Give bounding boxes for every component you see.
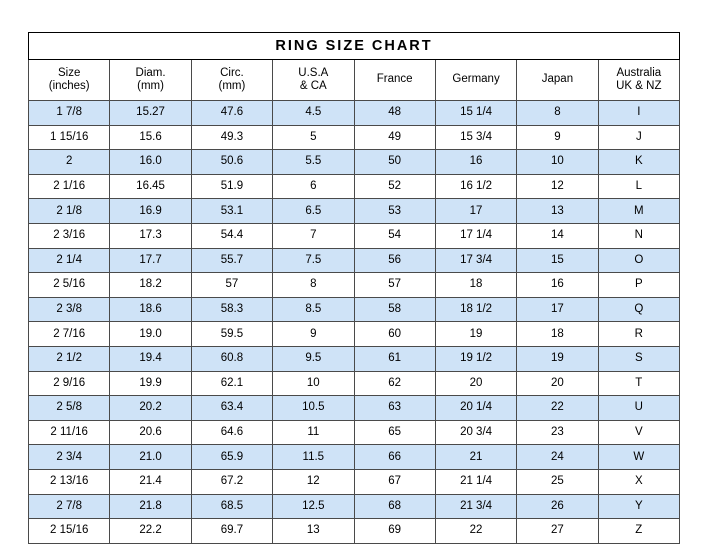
table-cell: Z — [598, 519, 679, 544]
table-cell: 2 3/16 — [29, 223, 110, 248]
table-cell: 2 7/8 — [29, 494, 110, 519]
table-cell: 6 — [273, 174, 354, 199]
table-cell: 18.2 — [110, 273, 191, 298]
table-cell: 1 7/8 — [29, 101, 110, 126]
table-cell: 8 — [273, 273, 354, 298]
column-header-line1: U.S.A — [298, 66, 329, 79]
table-cell: 63 — [354, 396, 435, 421]
table-cell: 21.8 — [110, 494, 191, 519]
table-cell: 50 — [354, 150, 435, 175]
table-row — [29, 396, 680, 421]
table-cell: 17.3 — [110, 223, 191, 248]
table-cell: S — [598, 346, 679, 371]
table-cell: 9 — [517, 125, 598, 150]
table-cell: 5 — [273, 125, 354, 150]
table-cell: 18 1/2 — [435, 297, 516, 322]
table-cell: 21 — [435, 445, 516, 470]
ring-size-chart-table — [28, 32, 680, 544]
table-cell: 63.4 — [191, 396, 272, 421]
table-cell: 55.7 — [191, 248, 272, 273]
table-cell: 12.5 — [273, 494, 354, 519]
table-cell: 18.6 — [110, 297, 191, 322]
table-cell: 54.4 — [191, 223, 272, 248]
table-body — [29, 33, 680, 544]
column-header-line1: France — [376, 73, 413, 86]
table-header-row — [29, 60, 680, 101]
table-cell: 26 — [517, 494, 598, 519]
table-cell: 16.0 — [110, 150, 191, 175]
column-header-0 — [29, 60, 110, 101]
column-header-line2: (mm) — [137, 80, 164, 92]
table-cell: 21 3/4 — [435, 494, 516, 519]
table-cell: 9.5 — [273, 346, 354, 371]
table-cell: 19 — [435, 322, 516, 347]
table-cell: 15 3/4 — [435, 125, 516, 150]
table-cell: N — [598, 223, 679, 248]
table-row — [29, 494, 680, 519]
table-cell: J — [598, 125, 679, 150]
table-cell: 2 9/16 — [29, 371, 110, 396]
table-cell: 21 1/4 — [435, 469, 516, 494]
column-header-2 — [191, 60, 272, 101]
table-cell: 14 — [517, 223, 598, 248]
table-row — [29, 297, 680, 322]
table-cell: 4.5 — [273, 101, 354, 126]
table-cell: O — [598, 248, 679, 273]
table-cell: 18 — [517, 322, 598, 347]
table-cell: 53.1 — [191, 199, 272, 224]
table-cell: P — [598, 273, 679, 298]
column-header-line1: Australia — [616, 66, 662, 79]
table-row — [29, 150, 680, 175]
table-cell: 2 7/16 — [29, 322, 110, 347]
table-row — [29, 469, 680, 494]
column-header-line2: & CA — [299, 80, 327, 92]
table-cell: 27 — [517, 519, 598, 544]
table-cell: 2 1/2 — [29, 346, 110, 371]
table-cell: 2 1/4 — [29, 248, 110, 273]
table-row — [29, 273, 680, 298]
chart-title-row — [29, 33, 680, 60]
table-row — [29, 223, 680, 248]
table-cell: 11 — [273, 420, 354, 445]
table-cell: 20 1/4 — [435, 396, 516, 421]
table-row — [29, 101, 680, 126]
table-cell: 67 — [354, 469, 435, 494]
table-cell: 5.5 — [273, 150, 354, 175]
table-cell: 65 — [354, 420, 435, 445]
table-cell: 62.1 — [191, 371, 272, 396]
table-cell: L — [598, 174, 679, 199]
table-cell: Q — [598, 297, 679, 322]
table-cell: 25 — [517, 469, 598, 494]
table-cell: 12 — [517, 174, 598, 199]
table-cell: 10 — [273, 371, 354, 396]
table-cell: 68.5 — [191, 494, 272, 519]
table-cell: 2 3/8 — [29, 297, 110, 322]
table-cell: T — [598, 371, 679, 396]
table-cell: 19 1/2 — [435, 346, 516, 371]
column-header-line1: Diam. — [135, 66, 166, 79]
table-cell: 8 — [517, 101, 598, 126]
table-cell: 57 — [191, 273, 272, 298]
table-cell: 13 — [517, 199, 598, 224]
table-cell: 22 — [435, 519, 516, 544]
table-cell: 19 — [517, 346, 598, 371]
table-cell: 22 — [517, 396, 598, 421]
table-cell: 2 3/4 — [29, 445, 110, 470]
table-cell: 58.3 — [191, 297, 272, 322]
table-cell: 20.2 — [110, 396, 191, 421]
column-header-1 — [110, 60, 191, 101]
table-cell: 68 — [354, 494, 435, 519]
table-cell: 53 — [354, 199, 435, 224]
table-cell: 52 — [354, 174, 435, 199]
table-cell: 60 — [354, 322, 435, 347]
table-cell: V — [598, 420, 679, 445]
table-row — [29, 420, 680, 445]
column-header-line2: (inches) — [48, 80, 90, 92]
table-cell: 20 — [517, 371, 598, 396]
table-cell: 19.9 — [110, 371, 191, 396]
table-cell: X — [598, 469, 679, 494]
table-cell: Y — [598, 494, 679, 519]
table-row — [29, 322, 680, 347]
table-row — [29, 519, 680, 544]
table-cell: 17 — [517, 297, 598, 322]
table-cell: 18 — [435, 273, 516, 298]
table-cell: 61 — [354, 346, 435, 371]
table-cell: 23 — [517, 420, 598, 445]
table-row — [29, 248, 680, 273]
table-cell: 22.2 — [110, 519, 191, 544]
table-cell: 12 — [273, 469, 354, 494]
table-cell: 62 — [354, 371, 435, 396]
column-header-line2: UK & NZ — [616, 80, 662, 92]
table-cell: 7.5 — [273, 248, 354, 273]
table-cell: 20.6 — [110, 420, 191, 445]
table-cell: 2 11/16 — [29, 420, 110, 445]
column-header-line1: Circ. — [220, 66, 244, 79]
table-cell: 16 — [435, 150, 516, 175]
table-cell: 60.8 — [191, 346, 272, 371]
table-cell: 17 3/4 — [435, 248, 516, 273]
table-cell: 20 3/4 — [435, 420, 516, 445]
table-cell: 58 — [354, 297, 435, 322]
table-cell: 15.27 — [110, 101, 191, 126]
table-cell: 2 1/8 — [29, 199, 110, 224]
column-header-6 — [517, 60, 598, 101]
table-cell: 10 — [517, 150, 598, 175]
page-title: RING SIZE CHART — [29, 33, 680, 60]
table-row — [29, 346, 680, 371]
table-cell: 16 1/2 — [435, 174, 516, 199]
table-cell: 57 — [354, 273, 435, 298]
table-cell: 11.5 — [273, 445, 354, 470]
table-row — [29, 445, 680, 470]
table-row — [29, 125, 680, 150]
column-header-line1: Germany — [452, 73, 500, 86]
table-cell: 17.7 — [110, 248, 191, 273]
table-cell: 17 — [435, 199, 516, 224]
table-cell: 19.0 — [110, 322, 191, 347]
table-cell: 16 — [517, 273, 598, 298]
table-cell: 54 — [354, 223, 435, 248]
column-header-3 — [273, 60, 354, 101]
table-cell: 19.4 — [110, 346, 191, 371]
table-cell: 65.9 — [191, 445, 272, 470]
table-cell: 2 5/16 — [29, 273, 110, 298]
table-cell: 16.45 — [110, 174, 191, 199]
table-cell: 69 — [354, 519, 435, 544]
ring-size-chart-container — [28, 32, 680, 544]
table-cell: K — [598, 150, 679, 175]
table-cell: 8.5 — [273, 297, 354, 322]
table-cell: 15.6 — [110, 125, 191, 150]
table-cell: 49.3 — [191, 125, 272, 150]
table-row — [29, 199, 680, 224]
table-cell: 67.2 — [191, 469, 272, 494]
table-cell: 20 — [435, 371, 516, 396]
table-cell: W — [598, 445, 679, 470]
table-cell: 1 15/16 — [29, 125, 110, 150]
column-header-line1: Size — [58, 66, 81, 79]
column-header-4 — [354, 60, 435, 101]
table-cell: 2 15/16 — [29, 519, 110, 544]
table-cell: 13 — [273, 519, 354, 544]
table-cell: 16.9 — [110, 199, 191, 224]
table-cell: 64.6 — [191, 420, 272, 445]
table-cell: 10.5 — [273, 396, 354, 421]
table-cell: 47.6 — [191, 101, 272, 126]
table-cell: R — [598, 322, 679, 347]
table-cell: 2 5/8 — [29, 396, 110, 421]
table-cell: 51.9 — [191, 174, 272, 199]
table-cell: 2 13/16 — [29, 469, 110, 494]
table-cell: 50.6 — [191, 150, 272, 175]
table-cell: 21.4 — [110, 469, 191, 494]
table-cell: 7 — [273, 223, 354, 248]
table-cell: 17 1/4 — [435, 223, 516, 248]
column-header-5 — [435, 60, 516, 101]
table-cell: 59.5 — [191, 322, 272, 347]
table-cell: 24 — [517, 445, 598, 470]
table-cell: 2 — [29, 150, 110, 175]
table-cell: 6.5 — [273, 199, 354, 224]
table-cell: 15 — [517, 248, 598, 273]
table-cell: 69.7 — [191, 519, 272, 544]
table-cell: 56 — [354, 248, 435, 273]
table-cell: 9 — [273, 322, 354, 347]
column-header-line2: (mm) — [218, 80, 246, 92]
table-cell: 2 1/16 — [29, 174, 110, 199]
column-header-7 — [598, 60, 679, 101]
table-cell: M — [598, 199, 679, 224]
table-cell: I — [598, 101, 679, 126]
table-cell: U — [598, 396, 679, 421]
table-cell: 21.0 — [110, 445, 191, 470]
table-cell: 48 — [354, 101, 435, 126]
column-header-line1: Japan — [541, 73, 574, 86]
table-row — [29, 371, 680, 396]
table-cell: 15 1/4 — [435, 101, 516, 126]
table-row — [29, 174, 680, 199]
table-cell: 66 — [354, 445, 435, 470]
table-cell: 49 — [354, 125, 435, 150]
